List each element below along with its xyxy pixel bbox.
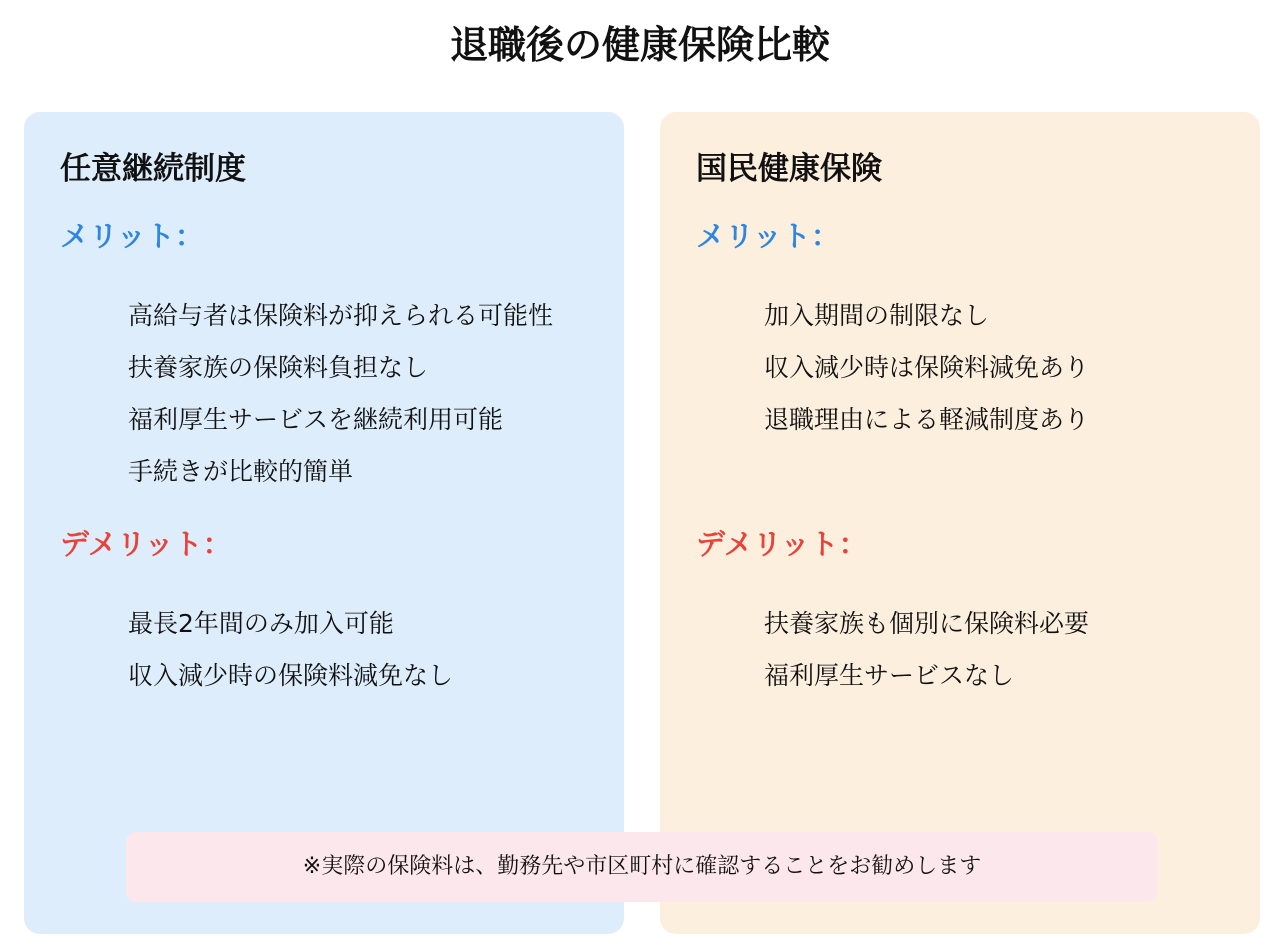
demerit-label-left: デメリット： [60, 527, 232, 561]
list-item: 収入減少時の保険料減免なし [128, 661, 454, 690]
merit-label-right: メリット： [696, 219, 840, 253]
list-item: 手続きが比較的簡単 [128, 457, 354, 486]
merit-list-right [764, 290, 1089, 446]
panel-voluntary-continuation [24, 112, 624, 934]
merit-list-left [128, 290, 553, 498]
list-item: 扶養家族も個別に保険料必要 [764, 609, 1090, 638]
list-item: 福利厚生サービスを継続利用可能 [128, 405, 504, 434]
page-title: 退職後の健康保険比較 [449, 23, 830, 67]
list-item: 福利厚生サービスなし [764, 661, 1015, 690]
demerit-label-right: デメリット： [696, 527, 868, 561]
list-item: 高給与者は保険料が抑えられる可能性 [128, 301, 554, 330]
merit-label-left: メリット： [60, 219, 204, 253]
demerit-list-right [764, 598, 1089, 702]
list-item: 加入期間の制限なし [764, 301, 990, 330]
list-item: 最長2年間のみ加入可能 [128, 609, 394, 638]
list-item: 扶養家族の保険料負担なし [128, 353, 429, 382]
list-item: 収入減少時は保険料減免あり [764, 353, 1090, 382]
disclaimer-note: ※実際の保険料は、勤務先や市区町村に確認することをお勧めします [126, 832, 1158, 902]
demerit-list-left [128, 598, 453, 702]
list-item: 退職理由による軽減制度あり [764, 405, 1090, 434]
panel-title-left: 任意継続制度 [60, 151, 246, 187]
panel-national-health-insurance [660, 112, 1260, 934]
panel-title-right: 国民健康保険 [696, 151, 882, 187]
